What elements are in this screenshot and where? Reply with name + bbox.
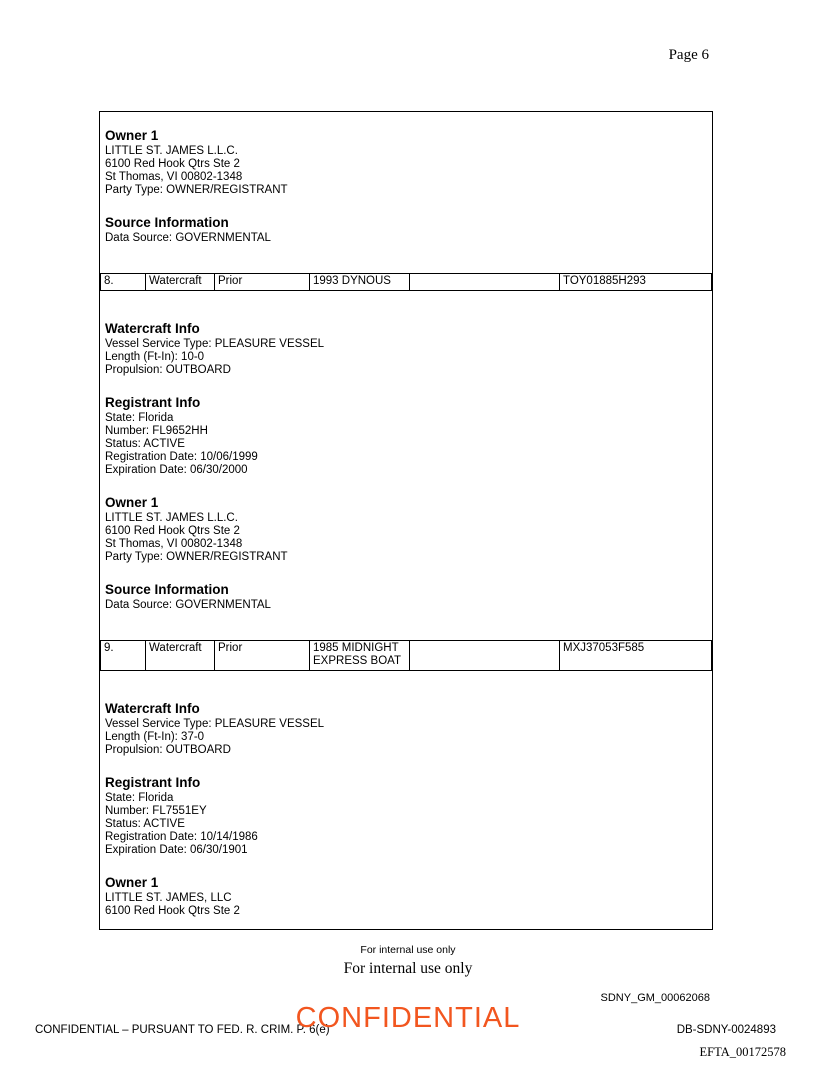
registrant-number: Number: FL7551EY: [105, 805, 207, 817]
owner-heading: Owner 1: [105, 495, 159, 510]
registration-date: Registration Date: 10/06/1999: [105, 451, 258, 463]
vessel-propulsion: Propulsion: OUTBOARD: [105, 744, 231, 756]
record-status: Prior: [215, 274, 310, 291]
owner-address-line2: St Thomas, VI 00802-1348: [105, 171, 243, 183]
record-empty-cell: [410, 641, 560, 671]
bates-number-sdny-gm: SDNY_GM_00062068: [600, 992, 710, 1004]
record-hull-id: TOY01885H293: [560, 274, 712, 291]
expiration-date: Expiration Date: 06/30/2000: [105, 464, 248, 476]
record-row: [100, 273, 712, 291]
confidential-stamp: CONFIDENTIAL: [295, 1002, 521, 1034]
vessel-length: Length (Ft-In): 10-0: [105, 351, 205, 363]
expiration-date: Expiration Date: 06/30/1901: [105, 844, 248, 856]
owner-name: LITTLE ST. JAMES L.L.C.: [105, 145, 238, 157]
watercraft-info-heading: Watercraft Info: [105, 701, 200, 716]
vessel-propulsion: Propulsion: OUTBOARD: [105, 364, 231, 376]
registrant-info-heading: Registrant Info: [105, 395, 201, 410]
owner-name: LITTLE ST. JAMES L.L.C.: [105, 512, 238, 524]
owner-name: LITTLE ST. JAMES, LLC: [105, 892, 232, 904]
record-model: 1985 MIDNIGHT EXPRESS BOAT: [310, 641, 410, 671]
owner-address-line1: 6100 Red Hook Qtrs Ste 2: [105, 158, 240, 170]
data-source: Data Source: GOVERNMENTAL: [105, 232, 271, 244]
record-row: [100, 640, 712, 671]
registrant-state: State: Florida: [105, 412, 174, 424]
owner-heading: Owner 1: [105, 875, 159, 890]
record-model: 1993 DYNOUS: [310, 274, 410, 291]
owner-heading: Owner 1: [105, 128, 159, 143]
source-information-heading: Source Information: [105, 215, 229, 230]
confidential-notice: CONFIDENTIAL – PURSUANT TO FED. R. CRIM. P. 6(e): [35, 1024, 330, 1036]
record-hull-id: MXJ37053F585: [560, 641, 712, 671]
registration-date: Registration Date: 10/14/1986: [105, 831, 258, 843]
owner-party-type: Party Type: OWNER/REGISTRANT: [105, 184, 288, 196]
vessel-length: Length (Ft-In): 37-0: [105, 731, 205, 743]
bates-number-efta: EFTA_00172578: [699, 1045, 786, 1059]
registrant-status: Status: ACTIVE: [105, 818, 185, 830]
owner-address-line1: 6100 Red Hook Qtrs Ste 2: [105, 525, 240, 537]
record-category: Watercraft: [146, 641, 215, 671]
registrant-number: Number: FL9652HH: [105, 425, 208, 437]
record-category: Watercraft: [146, 274, 215, 291]
record-index: 8.: [101, 274, 146, 291]
data-source: Data Source: GOVERNMENTAL: [105, 599, 271, 611]
record-empty-cell: [410, 274, 560, 291]
source-information-heading: Source Information: [105, 582, 229, 597]
owner-address-line1: 6100 Red Hook Qtrs Ste 2: [105, 905, 240, 917]
page-number: Page 6: [668, 47, 709, 63]
vessel-service-type: Vessel Service Type: PLEASURE VESSEL: [105, 338, 325, 350]
record-index: 9.: [101, 641, 146, 671]
registrant-status: Status: ACTIVE: [105, 438, 185, 450]
watercraft-info-heading: Watercraft Info: [105, 321, 200, 336]
internal-use-note-small: For internal use only: [360, 944, 456, 956]
registrant-state: State: Florida: [105, 792, 174, 804]
bates-number-db-sdny: DB-SDNY-0024893: [676, 1024, 776, 1036]
registrant-info-heading: Registrant Info: [105, 775, 201, 790]
owner-party-type: Party Type: OWNER/REGISTRANT: [105, 551, 288, 563]
internal-use-note-large: For internal use only: [343, 960, 473, 977]
record-status: Prior: [215, 641, 310, 671]
owner-address-line2: St Thomas, VI 00802-1348: [105, 538, 243, 550]
report-content-box: [99, 111, 713, 930]
vessel-service-type: Vessel Service Type: PLEASURE VESSEL: [105, 718, 325, 730]
